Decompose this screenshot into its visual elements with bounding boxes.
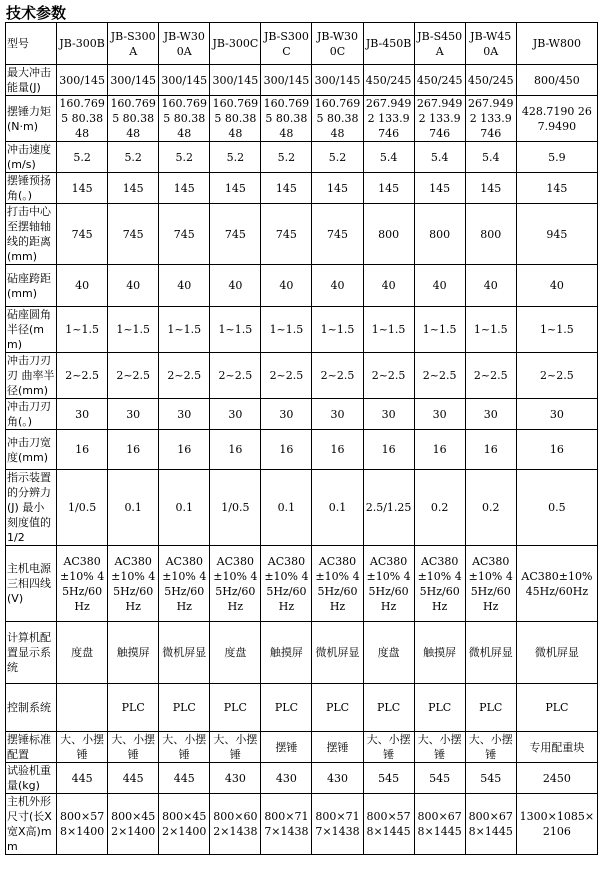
- row-label: 砧座圆角半径(mm): [6, 307, 57, 353]
- table-cell: AC380±10% 45Hz/60Hz: [159, 546, 210, 622]
- table-cell: 大、小摆锤: [414, 732, 465, 763]
- row-label: 冲击刀刃刃 曲率半径(mm): [6, 353, 57, 399]
- table-row: [6, 96, 598, 142]
- model-header: JB-450B: [363, 23, 414, 65]
- table-cell: 微机屏显: [312, 622, 363, 684]
- table-cell: 800×602×1438: [210, 794, 261, 855]
- row-label: 指示装置的分辨力(J) 最小刻度值的1/2: [6, 470, 57, 546]
- table-cell: 专用配重块: [516, 732, 597, 763]
- table-cell: 800×452×1400: [108, 794, 159, 855]
- table-cell: 40: [414, 265, 465, 307]
- table-cell: 大、小摆锤: [57, 732, 108, 763]
- section-heading: 技术参数: [6, 4, 67, 22]
- table-cell: 2~2.5: [210, 353, 261, 399]
- table-cell: 微机屏显: [465, 622, 516, 684]
- model-header: JB-W300A: [159, 23, 210, 65]
- table-cell: 145: [312, 173, 363, 204]
- table-cell: 40: [108, 265, 159, 307]
- model-header: JB-W450A: [465, 23, 516, 65]
- table-cell: 1~1.5: [414, 307, 465, 353]
- table-cell: 1~1.5: [312, 307, 363, 353]
- table-cell: 800×717×1438: [261, 794, 312, 855]
- table-cell: 16: [363, 430, 414, 470]
- row-label: 计算机配置显示系统: [6, 622, 57, 684]
- table-cell: 300/145: [159, 65, 210, 96]
- row-label: 冲击刀宽度(mm): [6, 430, 57, 470]
- table-cell: 160.7695 80.3848: [261, 96, 312, 142]
- table-cell: 0.1: [312, 470, 363, 546]
- table-cell: 800×452×1400: [159, 794, 210, 855]
- table-cell: 大、小摆锤: [363, 732, 414, 763]
- table-cell: 445: [108, 763, 159, 794]
- table-cell: 445: [57, 763, 108, 794]
- table-cell: 145: [414, 173, 465, 204]
- table-cell: 160.7695 80.3848: [210, 96, 261, 142]
- table-cell: PLC: [516, 684, 597, 732]
- table-cell: 摆锤: [312, 732, 363, 763]
- table-cell: 40: [261, 265, 312, 307]
- table-cell: 1~1.5: [516, 307, 597, 353]
- table-row: [6, 430, 598, 470]
- table-cell: PLC: [159, 684, 210, 732]
- table-cell: 0.1: [108, 470, 159, 546]
- table-cell: 40: [159, 265, 210, 307]
- table-cell: 2~2.5: [363, 353, 414, 399]
- row-label: 冲击刀刃角(。): [6, 399, 57, 430]
- row-label: 摆锤预扬角(。): [6, 173, 57, 204]
- table-cell: 428.7190 267.9490: [516, 96, 597, 142]
- table-cell: 2~2.5: [414, 353, 465, 399]
- table-cell: 300/145: [261, 65, 312, 96]
- table-row: [6, 622, 598, 684]
- table-cell: 5.2: [261, 142, 312, 173]
- table-cell: AC380±10% 45Hz/60Hz: [312, 546, 363, 622]
- table-cell: 745: [210, 204, 261, 265]
- table-cell: 300/145: [312, 65, 363, 96]
- table-cell: 145: [108, 173, 159, 204]
- table-cell: 800×678×1445: [414, 794, 465, 855]
- table-cell: PLC: [465, 684, 516, 732]
- table-cell: 1~1.5: [363, 307, 414, 353]
- table-cell: PLC: [210, 684, 261, 732]
- model-header: JB-W300C: [312, 23, 363, 65]
- table-cell: 16: [261, 430, 312, 470]
- table-cell: PLC: [363, 684, 414, 732]
- table-row: [6, 307, 598, 353]
- table-cell: 2~2.5: [516, 353, 597, 399]
- table-cell: 2450: [516, 763, 597, 794]
- table-cell: 30: [159, 399, 210, 430]
- table-cell: 40: [312, 265, 363, 307]
- table-cell: 30: [363, 399, 414, 430]
- table-cell: PLC: [108, 684, 159, 732]
- table-cell: 触摸屏: [414, 622, 465, 684]
- table-cell: 2~2.5: [108, 353, 159, 399]
- table-cell: 30: [312, 399, 363, 430]
- table-cell: 5.4: [465, 142, 516, 173]
- table-cell: 450/245: [414, 65, 465, 96]
- table-cell: 0.2: [414, 470, 465, 546]
- table-cell: 1~1.5: [159, 307, 210, 353]
- table-cell: AC380±10% 45Hz/60Hz: [57, 546, 108, 622]
- row-label: 控制系统: [6, 684, 57, 732]
- table-cell: 800×717×1438: [312, 794, 363, 855]
- model-header: JB-300C: [210, 23, 261, 65]
- table-cell: 5.2: [210, 142, 261, 173]
- table-cell: 800: [465, 204, 516, 265]
- table-cell: 545: [414, 763, 465, 794]
- table-cell: 30: [57, 399, 108, 430]
- table-cell: 1/0.5: [210, 470, 261, 546]
- table-cell: AC380±10% 45Hz/60Hz: [261, 546, 312, 622]
- table-cell: 16: [312, 430, 363, 470]
- table-cell: 145: [465, 173, 516, 204]
- table-cell: 450/245: [363, 65, 414, 96]
- spec-table: [5, 22, 598, 855]
- table-cell: 745: [108, 204, 159, 265]
- table-cell: 触摸屏: [108, 622, 159, 684]
- table-cell: 16: [210, 430, 261, 470]
- table-cell: 745: [159, 204, 210, 265]
- table-cell: 0.2: [465, 470, 516, 546]
- table-row: [6, 732, 598, 763]
- table-cell: 30: [108, 399, 159, 430]
- table-cell: 16: [108, 430, 159, 470]
- table-cell: 267.9492 133.9746: [465, 96, 516, 142]
- table-cell: 5.4: [363, 142, 414, 173]
- table-cell: 5.4: [414, 142, 465, 173]
- table-cell: 5.2: [57, 142, 108, 173]
- table-cell: PLC: [414, 684, 465, 732]
- table-cell: 800/450: [516, 65, 597, 96]
- table-cell: AC380±10% 45Hz/60Hz: [363, 546, 414, 622]
- table-cell: 2~2.5: [261, 353, 312, 399]
- table-cell: 30: [414, 399, 465, 430]
- table-cell: 16: [159, 430, 210, 470]
- table-cell: 0.5: [516, 470, 597, 546]
- row-label: 摆锤力矩(N·m): [6, 96, 57, 142]
- row-label: 砧座跨距(mm): [6, 265, 57, 307]
- model-header: JB-S300A: [108, 23, 159, 65]
- row-label: 摆锤标准配置: [6, 732, 57, 763]
- table-cell: AC380±10% 45Hz/60Hz: [465, 546, 516, 622]
- table-row: [6, 142, 598, 173]
- table-cell: 450/245: [465, 65, 516, 96]
- table-cell: 430: [312, 763, 363, 794]
- table-row: [6, 763, 598, 794]
- table-cell: 40: [516, 265, 597, 307]
- table-cell: 160.7695 80.3848: [159, 96, 210, 142]
- table-cell: 30: [210, 399, 261, 430]
- table-cell: 145: [159, 173, 210, 204]
- table-row: [6, 470, 598, 546]
- model-header: JB-S450A: [414, 23, 465, 65]
- table-cell: 145: [57, 173, 108, 204]
- table-cell: 267.9492 133.9746: [414, 96, 465, 142]
- table-cell: 430: [261, 763, 312, 794]
- table-cell: [57, 684, 108, 732]
- table-cell: 度盘: [57, 622, 108, 684]
- table-cell: 30: [516, 399, 597, 430]
- table-cell: 945: [516, 204, 597, 265]
- table-row: [6, 204, 598, 265]
- table-cell: 430: [210, 763, 261, 794]
- table-cell: 40: [57, 265, 108, 307]
- table-cell: 30: [465, 399, 516, 430]
- table-cell: 1/0.5: [57, 470, 108, 546]
- table-cell: 267.9492 133.9746: [363, 96, 414, 142]
- table-cell: 145: [210, 173, 261, 204]
- table-cell: 145: [363, 173, 414, 204]
- table-cell: 1~1.5: [210, 307, 261, 353]
- table-cell: AC380±10% 45Hz/60Hz: [210, 546, 261, 622]
- table-cell: 大、小摆锤: [210, 732, 261, 763]
- table-row: [6, 684, 598, 732]
- table-cell: 160.7695 80.3848: [312, 96, 363, 142]
- table-cell: 摆锤: [261, 732, 312, 763]
- table-cell: 1~1.5: [108, 307, 159, 353]
- table-cell: 800: [363, 204, 414, 265]
- row-label: 主机外形尺寸(长X宽X高)mm: [6, 794, 57, 855]
- table-cell: 745: [312, 204, 363, 265]
- table-cell: 800×578×1445: [363, 794, 414, 855]
- table-cell: 微机屏显: [516, 622, 597, 684]
- table-row: [6, 353, 598, 399]
- table-cell: 800×578×1400: [57, 794, 108, 855]
- table-cell: 大、小摆锤: [108, 732, 159, 763]
- table-cell: 16: [414, 430, 465, 470]
- table-cell: 1300×1085×2106: [516, 794, 597, 855]
- table-cell: 0.1: [261, 470, 312, 546]
- table-row: [6, 399, 598, 430]
- table-cell: 300/145: [57, 65, 108, 96]
- table-cell: 16: [57, 430, 108, 470]
- table-row: [6, 794, 598, 855]
- table-cell: 16: [465, 430, 516, 470]
- table-cell: 445: [159, 763, 210, 794]
- table-cell: PLC: [261, 684, 312, 732]
- table-cell: 745: [261, 204, 312, 265]
- table-cell: 2~2.5: [312, 353, 363, 399]
- table-cell: 2~2.5: [465, 353, 516, 399]
- table-cell: 0.1: [159, 470, 210, 546]
- table-cell: 5.9: [516, 142, 597, 173]
- table-cell: 800: [414, 204, 465, 265]
- table-cell: 度盘: [210, 622, 261, 684]
- table-cell: 40: [210, 265, 261, 307]
- table-cell: 5.2: [108, 142, 159, 173]
- table-cell: 545: [363, 763, 414, 794]
- table-cell: 1~1.5: [261, 307, 312, 353]
- table-cell: 16: [516, 430, 597, 470]
- table-cell: 触摸屏: [261, 622, 312, 684]
- table-cell: 40: [465, 265, 516, 307]
- table-cell: 1~1.5: [57, 307, 108, 353]
- table-cell: 度盘: [363, 622, 414, 684]
- table-cell: 745: [57, 204, 108, 265]
- table-cell: 微机屏显: [159, 622, 210, 684]
- table-cell: 145: [516, 173, 597, 204]
- table-cell: 30: [261, 399, 312, 430]
- row-label: 试验机重量(kg): [6, 763, 57, 794]
- table-cell: 145: [261, 173, 312, 204]
- row-label: 最大冲击能量(J): [6, 65, 57, 96]
- table-cell: 800×678×1445: [465, 794, 516, 855]
- row-label: 主机电源三相四线(V): [6, 546, 57, 622]
- table-row: [6, 265, 598, 307]
- table-cell: AC380±10% 45Hz/60Hz: [414, 546, 465, 622]
- row-label: 冲击速度(m/s): [6, 142, 57, 173]
- table-cell: 1~1.5: [465, 307, 516, 353]
- table-cell: 2.5/1.25: [363, 470, 414, 546]
- header-row: [6, 23, 598, 65]
- table-cell: AC380±10% 45Hz/60Hz: [108, 546, 159, 622]
- table-row: [6, 173, 598, 204]
- table-cell: 300/145: [210, 65, 261, 96]
- model-header: JB-W800: [516, 23, 597, 65]
- model-header: JB-300B: [57, 23, 108, 65]
- table-row: [6, 546, 598, 622]
- table-row: [6, 65, 598, 96]
- table-cell: 300/145: [108, 65, 159, 96]
- table-cell: 大、小摆锤: [159, 732, 210, 763]
- table-cell: 大、小摆锤: [465, 732, 516, 763]
- header-label: 型号: [6, 23, 57, 65]
- row-label: 打击中心至摆轴轴线的距离(mm): [6, 204, 57, 265]
- table-cell: 160.7695 80.3848: [57, 96, 108, 142]
- table-cell: 160.7695 80.3848: [108, 96, 159, 142]
- table-cell: 40: [363, 265, 414, 307]
- table-cell: AC380±10% 45Hz/60Hz: [516, 546, 597, 622]
- table-cell: 545: [465, 763, 516, 794]
- table-cell: 5.2: [312, 142, 363, 173]
- table-cell: 2~2.5: [57, 353, 108, 399]
- table-cell: 2~2.5: [159, 353, 210, 399]
- table-cell: 5.2: [159, 142, 210, 173]
- model-header: JB-S300C: [261, 23, 312, 65]
- table-cell: PLC: [312, 684, 363, 732]
